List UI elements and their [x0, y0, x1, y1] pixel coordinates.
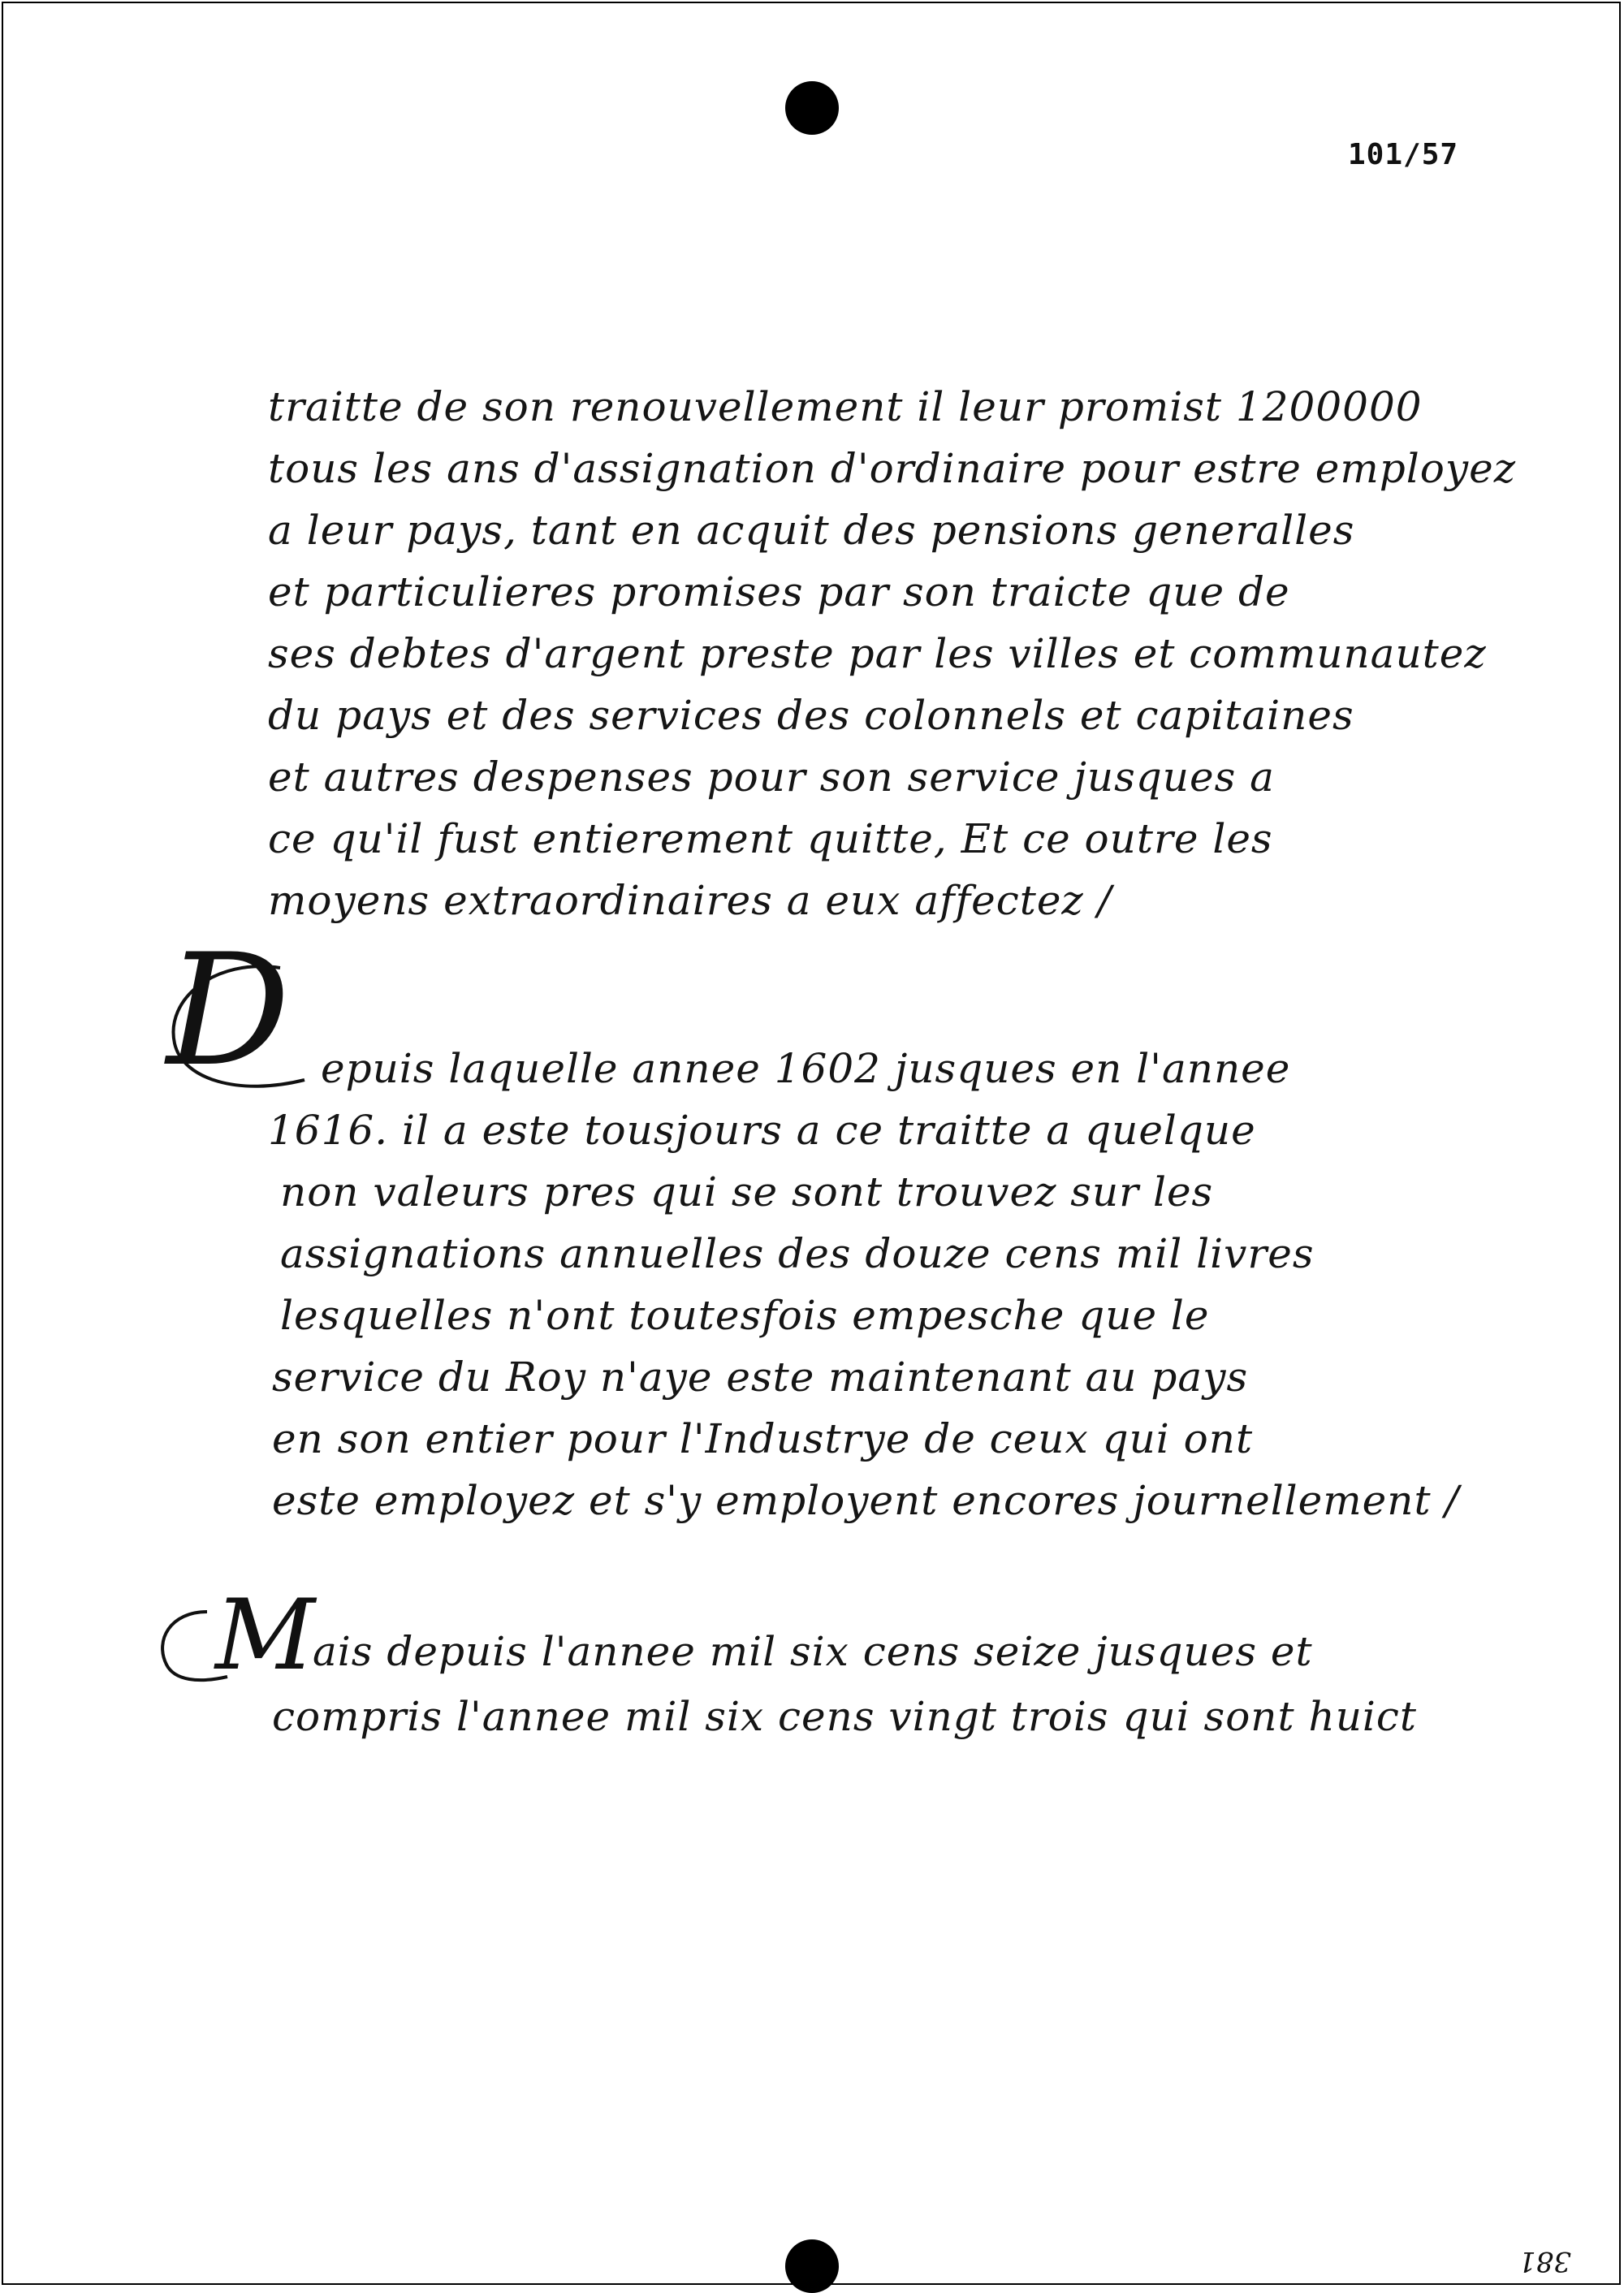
manuscript-line: compris l'annee mil six cens vingt trois qui sont huict	[272, 1693, 1417, 1740]
manuscript-line: a leur pays, tant en acquit des pensions generalles	[268, 507, 1355, 554]
drop-cap-d: D	[166, 921, 291, 1100]
manuscript-line: non valeurs pres qui se sont trouvez sur les	[280, 1168, 1214, 1216]
manuscript-line: et particulieres promises par son traicte que de	[268, 568, 1290, 615]
corner-page-number: 381	[1518, 2245, 1571, 2278]
manuscript-line: moyens extraordinaires a eux affectez /	[268, 877, 1112, 924]
manuscript-line: ais depuis l'annee mil six cens seize jusques et	[313, 1628, 1313, 1675]
manuscript-line: lesquelles n'ont toutesfois empesche que le	[280, 1292, 1210, 1339]
manuscript-line: traitte de son renouvellement il leur promist 1200000	[268, 383, 1423, 430]
drop-cap-m: M	[215, 1579, 315, 1692]
manuscript-line: en son entier pour l'Industrye de ceux qui ont	[272, 1415, 1254, 1462]
manuscript-line: epuis laquelle annee 1602 jusques en l'annee	[321, 1045, 1291, 1092]
manuscript-line: ses debtes d'argent preste par les villes et communautez	[268, 630, 1487, 677]
manuscript-line: assignations annuelles des douze cens mil livres	[280, 1230, 1315, 1277]
manuscript-line: este employez et s'y employent encores journellement /	[272, 1477, 1460, 1524]
manuscript-line: tous les ans d'assignation d'ordinaire pour estre employez	[268, 445, 1517, 492]
manuscript-line: ce qu'il fust entierement quitte, Et ce outre les	[268, 815, 1273, 862]
manuscript-line: 1616. il a este tousjours a ce traitte a quelque	[268, 1107, 1256, 1154]
manuscript-line: du pays et des services des colonnels et capitaines	[268, 692, 1354, 739]
folio-number: 101/57	[1348, 138, 1459, 171]
manuscript-line: service du Roy n'aye este maintenant au pays	[272, 1354, 1249, 1401]
manuscript-line: et autres despenses pour son service jusques a	[268, 754, 1275, 801]
